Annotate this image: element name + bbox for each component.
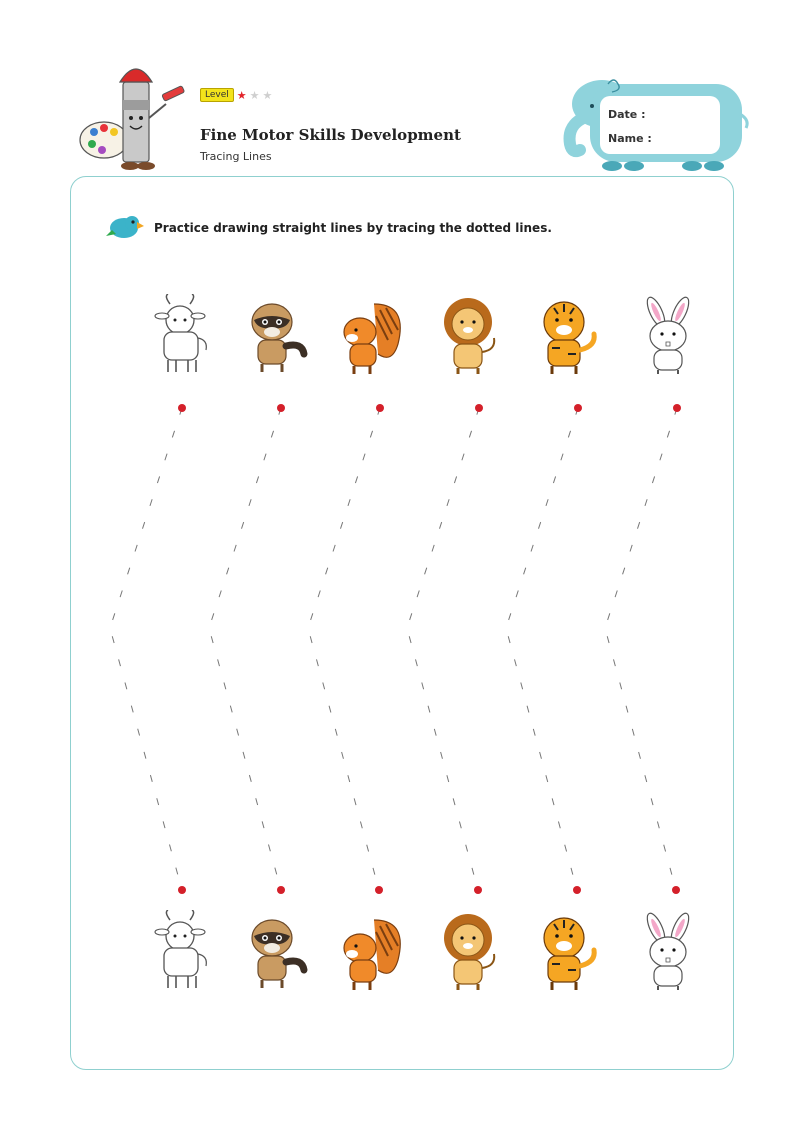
end-dot: [672, 886, 680, 894]
star-empty-icon: ★: [262, 88, 273, 102]
start-dot: [475, 404, 483, 412]
end-dot: [178, 886, 186, 894]
end-dot: [573, 886, 581, 894]
tiger-icon: [532, 910, 602, 994]
instruction-text: Practice drawing straight lines by tracing the dotted lines.: [154, 221, 552, 235]
rabbit-icon: [634, 910, 704, 994]
start-dot: [277, 404, 285, 412]
end-dot: [277, 886, 285, 894]
start-dot: [178, 404, 186, 412]
star-empty-icon: ★: [249, 88, 260, 102]
trace-line[interactable]: [506, 408, 578, 890]
end-dot: [474, 886, 482, 894]
lion-icon: [434, 910, 504, 994]
trace-line[interactable]: [209, 408, 281, 890]
name-field-label: Name :: [608, 132, 652, 145]
star-filled-icon: ★: [236, 88, 247, 102]
trace-line[interactable]: [308, 408, 380, 890]
page-subtitle: Tracing Lines: [200, 150, 272, 163]
level-badge: Level: [200, 88, 234, 102]
squirrel-icon: [334, 910, 404, 994]
page-title: Fine Motor Skills Development: [200, 126, 461, 144]
trace-line[interactable]: [110, 408, 182, 890]
end-dot: [375, 886, 383, 894]
raccoon-icon: [240, 910, 310, 994]
goat-icon: [146, 910, 216, 994]
start-dot: [376, 404, 384, 412]
start-dot: [673, 404, 681, 412]
date-field-label: Date :: [608, 108, 646, 121]
start-dot: [574, 404, 582, 412]
trace-line[interactable]: [407, 408, 479, 890]
trace-line[interactable]: [605, 408, 677, 890]
